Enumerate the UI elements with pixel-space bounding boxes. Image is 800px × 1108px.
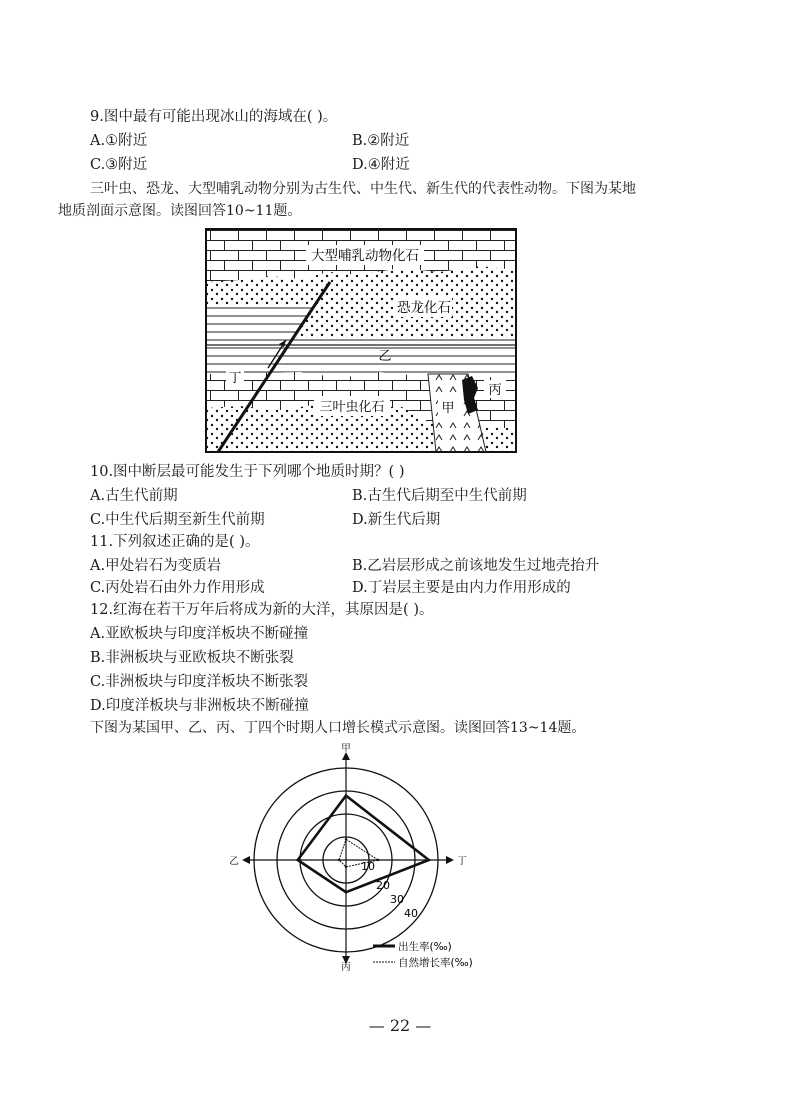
intro1-line1: 三叶虫、恐龙、大型哺乳动物分别为古生代、中生代、新生代的代表性动物。下图为某地 — [90, 181, 636, 197]
ring-tick-label: 10 — [361, 860, 375, 873]
axis-label-丙: 丙 — [341, 962, 351, 973]
intro1-line2: 地质剖面示意图。读图回答10~11题。 — [58, 203, 302, 219]
q11-stem: 11.下列叙述正确的是( )。 — [90, 534, 260, 550]
natural-point-1 — [377, 859, 379, 861]
q12-option-a: A.亚欧板块与印度洋板块不断碰撞 — [90, 626, 309, 642]
axis-label-甲: 甲 — [341, 743, 351, 754]
q10-stem: 10.图中断层最可能发生于下列哪个地质时期？( ) — [90, 464, 405, 480]
page-number: — 22 — — [368, 1016, 432, 1035]
ring-tick-label: 30 — [390, 893, 404, 906]
natural-point-0 — [345, 838, 347, 840]
intro2-line1: 下图为某国甲、乙、丙、丁四个时期人口增长模式示意图。读图回答13~14题。 — [90, 720, 586, 736]
label-ding: 丁 — [228, 371, 242, 386]
axis-label-乙: 乙 — [229, 856, 239, 867]
q12-option-c: C.非洲板块与印度洋板块不断张裂 — [90, 674, 309, 690]
label-jia: 甲 — [441, 401, 455, 416]
legend-birth-label: 出生率(‰) — [398, 941, 452, 953]
label-dinosaur-fossil: 恐龙化石 — [397, 300, 451, 316]
ring-tick-label: 40 — [404, 907, 418, 920]
q9-option-c: C.③附近 — [90, 157, 148, 173]
q11-option-a: A.甲处岩石为变质岩 — [90, 558, 222, 574]
label-trilobite-fossil: 三叶虫化石 — [319, 400, 385, 415]
q11-option-c: C.丙处岩石由外力作用形成 — [90, 580, 265, 596]
q9-option-a: A.①附近 — [90, 133, 148, 149]
birth-point-2 — [345, 891, 347, 893]
q9-option-b: B.②附近 — [352, 133, 410, 149]
natural-point-2 — [345, 866, 347, 868]
q10-option-c: C.中生代后期至新生代前期 — [90, 512, 265, 528]
arrow-ding-icon — [446, 856, 454, 864]
q12-stem: 12.红海在若干万年后将成为新的大洋，其原因是( )。 — [90, 602, 434, 618]
label-bing: 丙 — [488, 383, 502, 398]
ring-tick-label: 20 — [376, 879, 390, 892]
natural-point-3 — [338, 859, 340, 861]
label-mammal-fossil: 大型哺乳动物化石 — [311, 248, 419, 264]
q10-option-d: D.新生代后期 — [352, 512, 441, 528]
legend-natural-label: 自然增长率(‰) — [398, 957, 473, 969]
q9-stem: 9.图中最有可能出现冰山的海域在( )。 — [90, 109, 338, 125]
q9-option-d: D.④附近 — [352, 157, 410, 173]
q11-option-d: D.丁岩层主要是由内力作用形成的 — [352, 580, 571, 596]
arrow-yi-icon — [242, 856, 250, 864]
q12-option-d: D.印度洋板块与非洲板块不断碰撞 — [90, 698, 309, 714]
label-yi: 乙 — [378, 349, 392, 364]
q12-option-b: B.非洲板块与亚欧板块不断张裂 — [90, 650, 294, 666]
birth-point-3 — [297, 859, 299, 861]
axis-label-丁: 丁 — [457, 856, 467, 867]
q10-option-a: A.古生代前期 — [90, 488, 178, 504]
birth-point-1 — [428, 859, 430, 861]
birth-point-0 — [345, 794, 347, 796]
q11-option-b: B.乙岩层形成之前该地发生过地壳抬升 — [352, 558, 600, 574]
q10-option-b: B.古生代后期至中生代前期 — [352, 488, 527, 504]
